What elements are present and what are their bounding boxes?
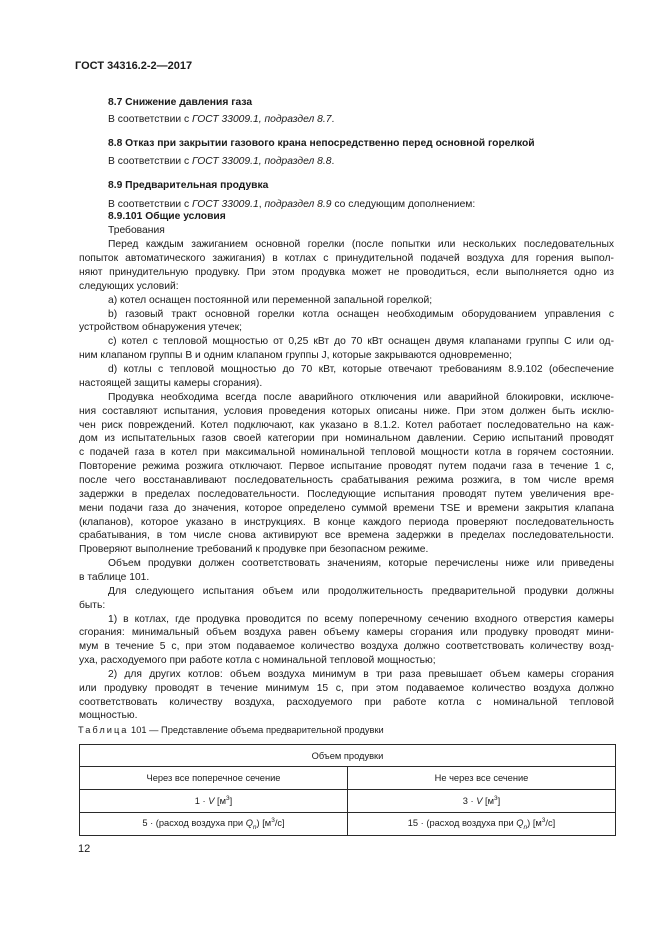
body-line: Перед каждым зажиганием основной горелки (после попытки или нескольких последовательных	[108, 239, 614, 250]
section-8-9-heading: 8.9 Предварительная продувка	[108, 180, 269, 191]
body-line: мени подачи газа до значения, которое определено суммой времени TSE и времени закрытия клапана	[79, 503, 614, 514]
section-8-9-text: В соответствии с ГОСТ 33009.1, подраздел 8.9 со следующим дополнением:	[108, 199, 476, 210]
body-line: Проверяют выполнение требований к продувке при безопасном режиме.	[79, 544, 429, 555]
table-row	[80, 790, 616, 813]
list-item-d: d) котлы с тепловой мощностью до 70 кВт, которые отвечают требованиям 8.9.102 (обеспечение	[108, 364, 614, 375]
body-line: или продувку проводят в течение минимум 15 с, при этом подаваемое количество воздуха должно	[79, 683, 614, 694]
body-line: попыток автоматического зажигания) в котлах с принудительной подачей воздуха для горения выпол-	[79, 253, 614, 264]
section-8-8-heading: 8.8 Отказ при закрытии газового крана непосредственно перед основной горелкой	[108, 138, 535, 149]
requirements-label: Требования	[108, 225, 165, 236]
page-number: 12	[78, 843, 91, 855]
section-8-8-text: В соответствии с ГОСТ 33009.1, подраздел 8.8.	[108, 156, 335, 167]
table-header: Объем продувки	[80, 745, 616, 767]
table-caption: Таблица 101 — Представление объема предварительной продувки	[78, 725, 384, 735]
section-8-9-101-heading: 8.9.101 Общие условия	[108, 211, 226, 222]
section-8-7-heading: 8.7 Снижение давления газа	[108, 97, 253, 108]
body-line: задержки в пределах последовательности. Последующие испытания проводят путем увеличения вре-	[79, 489, 614, 500]
body-line: ним клапаном группы В и одним клапаном группы J, которые закрываются одновременно;	[79, 350, 512, 361]
cell-full-flow: 5 · (расход воздуха при $Q_n$) $[м^3/с]$	[80, 813, 348, 836]
column-header-full-section: Через все поперечное сечение	[80, 767, 348, 790]
body-line: мум в течение 5 с, при этом подаваемое количество воздуха должно соответствовать количеству возд-	[79, 641, 614, 652]
body-line: настоящей защиты камеры сгорания).	[79, 378, 263, 389]
body-line: мощностью.	[79, 710, 138, 721]
body-line: Повторение режима розжига отключают. Первое испытание проводят путем подачи газа в течение 1 с,	[79, 461, 614, 472]
body-line: чен риск повреждений. Котел подключают, как указано в 8.1.2. Котел работает последовательно на каж-	[79, 420, 614, 431]
body-line: быть:	[79, 600, 106, 611]
body-line: Продувка необходима всегда после аварийного отключения или аварийной блокировки, исключе-	[108, 392, 614, 403]
list-item-1: 1) в котлах, где продувка проводится по всему поперечному сечению входного отверстия камеры	[108, 614, 614, 625]
body-line: соответствовать количеству воздуха, расходуемого при работе котла с номинальной тепловой	[79, 697, 614, 708]
body-line: с подачей газа в котел при максимальной номинальной тепловой мощности котла в горячем состоянии.	[79, 447, 614, 458]
purge-volume-table	[79, 744, 616, 836]
body-line: следующих условий:	[79, 281, 179, 292]
body-line: уха, расходуемого при работе котла с номинальной тепловой мощностью;	[79, 655, 436, 666]
body-line: устройством обнаружения утечек;	[79, 322, 242, 333]
cell-partial-volume: 3 · V $[м^3]$	[348, 790, 616, 813]
body-line: Для следующего испытания объем или продолжительность предварительной продувки должны	[108, 586, 614, 597]
body-line: дом из испытательных газов своей категории при номинальном давлении. Серию испытаний проводят	[79, 433, 614, 444]
body-line: ния составляют испытания, условия проведения которых описаны ниже. При этом должен быть исклю-	[79, 406, 614, 417]
body-line: (клапанов), которое указано в инструкциях. В конце каждого периода проверяют последовательность	[79, 517, 614, 528]
table-row	[80, 813, 616, 836]
section-8-7-text: В соответствии с ГОСТ 33009.1, подраздел 8.7.	[108, 114, 335, 125]
body-line: после чего восстанавливают последовательность срабатывания режима розжига, в том числе время	[79, 475, 614, 486]
body-line: Объем продувки должен соответствовать значениям, которые перечислены ниже или приведены	[108, 558, 614, 569]
document-header: ГОСТ 34316.2-2—2017	[75, 60, 193, 72]
list-item-b: b) газовый тракт основной горелки котла оснащен необходимым оборудованием управления с	[108, 309, 614, 320]
body-line: сгорания: минимальный объем воздуха равен объему камеры сгорания или продувку проводят мини-	[79, 627, 614, 638]
list-item-c: с) котел с тепловой мощностью от 0,25 кВт до 70 кВт оснащен двумя клапанами группы С или од-	[108, 336, 614, 347]
list-item-2: 2) для других котлов: объем воздуха минимум в три раза превышает объем камеры сгорания	[108, 669, 614, 680]
body-line: срабатывания, в том числе снова активируют все времена задержки в пределах последовательности.	[79, 530, 614, 541]
cell-full-volume: 1 · V $[м^3]$	[80, 790, 348, 813]
body-line: в таблице 101.	[79, 572, 150, 583]
cell-partial-flow: 15 · (расход воздуха при $Q_n$) $[м^3/с]$	[348, 813, 616, 836]
body-line: няют принудительную продувку. При этом продувка может не проводиться, если выполняется одно из	[79, 267, 614, 278]
column-header-partial-section: Не через все сечение	[348, 767, 616, 790]
list-item-a: а) котел оснащен постоянной или переменной запальной горелкой;	[108, 295, 433, 306]
